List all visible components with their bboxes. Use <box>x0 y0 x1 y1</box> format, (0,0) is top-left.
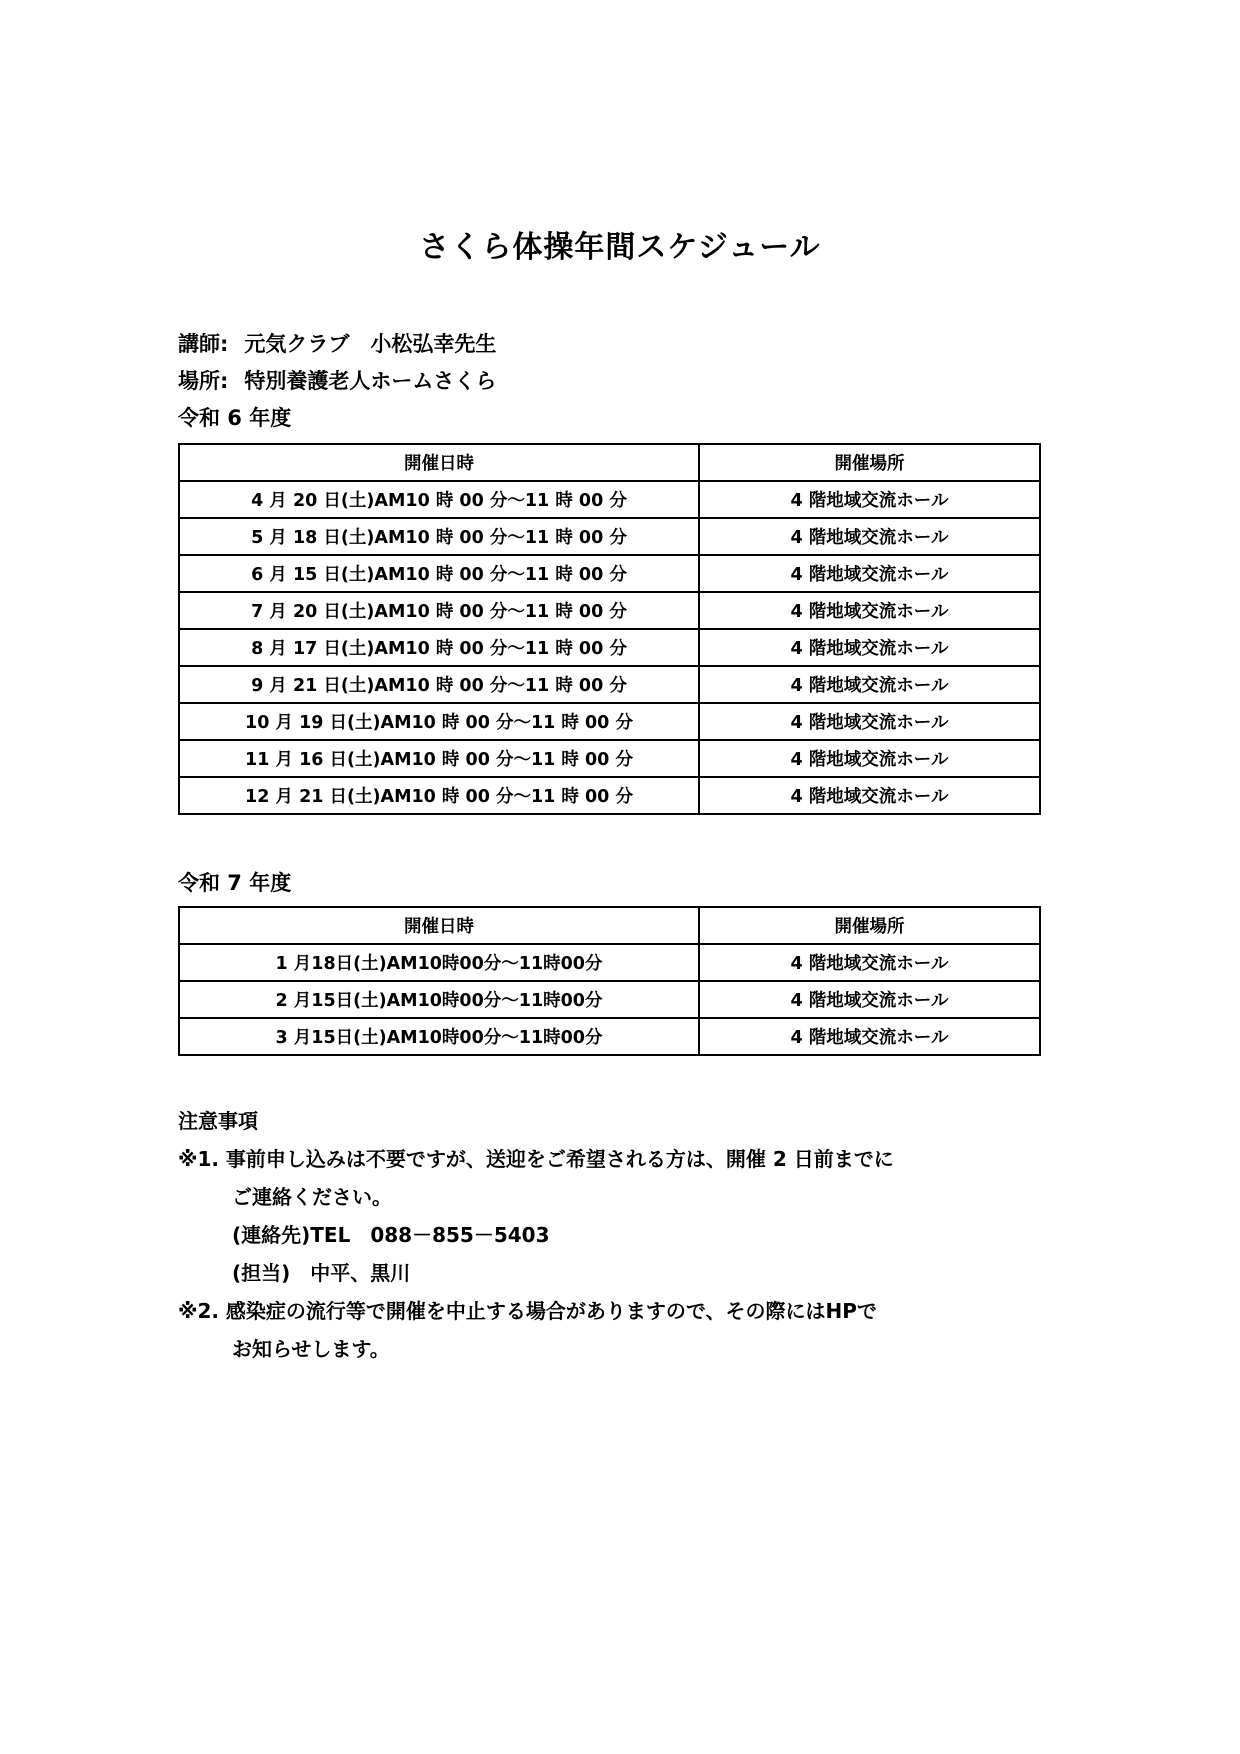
table-row <box>179 518 1040 555</box>
datetime-cell: 5 月 18 日(土)AM10 時 00 分～11 時 00 分 <box>179 518 699 555</box>
venue-label: 場所: <box>178 369 229 393</box>
table-header-row <box>179 907 1040 944</box>
table-row <box>179 666 1040 703</box>
table-row <box>179 1018 1040 1055</box>
instructor-line <box>178 328 496 358</box>
datetime-cell: 3 月15日(土)AM10時00分～11時00分 <box>179 1018 699 1055</box>
datetime-cell: 8 月 17 日(土)AM10 時 00 分～11 時 00 分 <box>179 629 699 666</box>
place-cell: 4 階地域交流ホール <box>699 666 1040 703</box>
table-row <box>179 629 1040 666</box>
table-header-row <box>179 444 1040 481</box>
instructor-label: 講師: <box>178 332 229 356</box>
table-row <box>179 981 1040 1018</box>
place-cell: 4 階地域交流ホール <box>699 777 1040 814</box>
place-cell: 4 階地域交流ホール <box>699 592 1040 629</box>
notes-heading: 注意事項 <box>178 1109 258 1133</box>
datetime-cell: 1 月18日(土)AM10時00分～11時00分 <box>179 944 699 981</box>
venue-line <box>178 365 496 395</box>
datetime-cell: 2 月15日(土)AM10時00分～11時00分 <box>179 981 699 1018</box>
place-cell: 4 階地域交流ホール <box>699 1018 1040 1055</box>
table-row <box>179 740 1040 777</box>
column-header-datetime: 開催日時 <box>179 907 699 944</box>
note-2-line-1: ※2. 感染症の流行等で開催を中止する場合がありますので、その際にはHPで <box>178 1299 877 1323</box>
datetime-cell: 4 月 20 日(土)AM10 時 00 分～11 時 00 分 <box>179 481 699 518</box>
place-cell: 4 階地域交流ホール <box>699 944 1040 981</box>
datetime-cell: 6 月 15 日(土)AM10 時 00 分～11 時 00 分 <box>179 555 699 592</box>
place-cell: 4 階地域交流ホール <box>699 555 1040 592</box>
contact-phone: (連絡先)TEL 088－855－5403 <box>232 1223 550 1247</box>
datetime-cell: 12 月 21 日(土)AM10 時 00 分～11 時 00 分 <box>179 777 699 814</box>
place-cell: 4 階地域交流ホール <box>699 629 1040 666</box>
note-2-line-2: お知らせします。 <box>232 1337 390 1361</box>
schedule-table-r6 <box>178 443 1041 815</box>
place-cell: 4 階地域交流ホール <box>699 481 1040 518</box>
note-1-line-1: ※1. 事前申し込みは不要ですが、送迎をご希望される方は、開催 2 日前までに <box>178 1147 894 1171</box>
notes-section <box>178 1105 1058 1365</box>
schedule-table-r7 <box>178 906 1041 1056</box>
table-row <box>179 703 1040 740</box>
place-cell: 4 階地域交流ホール <box>699 703 1040 740</box>
datetime-cell: 7 月 20 日(土)AM10 時 00 分～11 時 00 分 <box>179 592 699 629</box>
venue-value: 特別養護老人ホームさくら <box>244 369 497 393</box>
datetime-cell: 10 月 19 日(土)AM10 時 00 分～11 時 00 分 <box>179 703 699 740</box>
datetime-cell: 11 月 16 日(土)AM10 時 00 分～11 時 00 分 <box>179 740 699 777</box>
table-row <box>179 555 1040 592</box>
column-header-place: 開催場所 <box>699 444 1040 481</box>
page-title: さくら体操年間スケジュール <box>419 230 821 265</box>
contact-person: (担当) 中平、黒川 <box>232 1261 411 1285</box>
place-cell: 4 階地域交流ホール <box>699 981 1040 1018</box>
place-cell: 4 階地域交流ホール <box>699 740 1040 777</box>
column-header-place: 開催場所 <box>699 907 1040 944</box>
table-row <box>179 777 1040 814</box>
table-row <box>179 592 1040 629</box>
year6-heading: 令和 6 年度 <box>178 406 292 430</box>
table-row <box>179 944 1040 981</box>
datetime-cell: 9 月 21 日(土)AM10 時 00 分～11 時 00 分 <box>179 666 699 703</box>
column-header-datetime: 開催日時 <box>179 444 699 481</box>
instructor-value: 元気クラブ 小松弘幸先生 <box>244 332 497 356</box>
year7-heading: 令和 7 年度 <box>178 871 292 895</box>
place-cell: 4 階地域交流ホール <box>699 518 1040 555</box>
note-1-line-2: ご連絡ください。 <box>232 1185 392 1209</box>
table-row <box>179 481 1040 518</box>
